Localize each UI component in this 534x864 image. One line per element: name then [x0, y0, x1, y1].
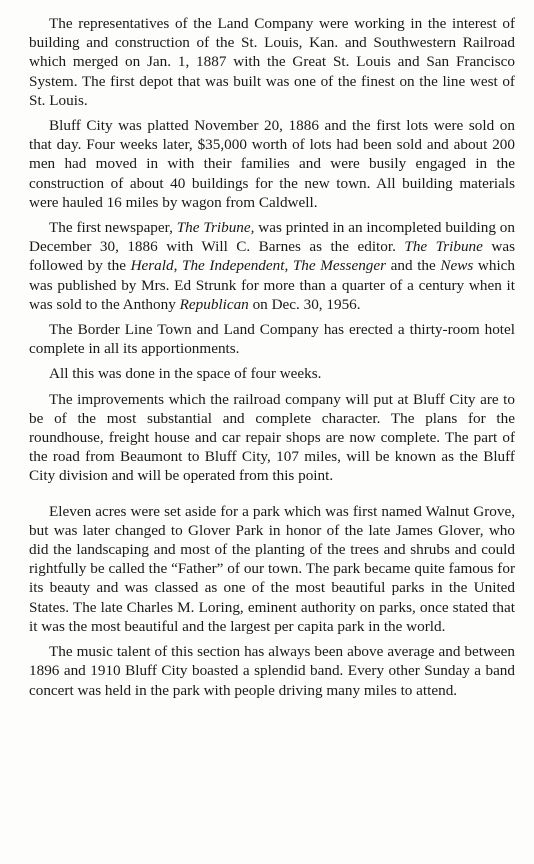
paragraph-text: The Border Line Town and Land Company has erected a thirty-room hotel complete in all its apportionments.: [29, 321, 515, 358]
paragraph-text: The representatives of the Land Company were working in the interest of building and construction of the St. Louis, Kan. and Southwestern Railroad which merged on Jan. 1, 1887 with the Great St. Louis and San Francisco System. The first depot that was built was one of the finest on the line west of St. Louis.: [29, 15, 515, 109]
italic-text: The Tribune,: [176, 219, 255, 237]
paragraph-text: The music talent of this section has always been above average and between 1896 and 1910 Bluff City boasted a splendid band. Every other Sunday a band concert was held in the park with people driving many miles to attend.: [29, 643, 515, 699]
paragraph: [29, 218, 515, 314]
paragraph-text: which was published by Mrs. Ed Strunk for more than a quarter of a century when it was sold to the Anthony: [29, 257, 516, 313]
paragraph: [29, 364, 515, 383]
paragraph-text: The improvements which the railroad company will put at Bluff City are to be of the most substantial and complete character. The plans for the roundhouse, freight house and car repair shops are now complete. The part of the road from Beaumont to Bluff City, 107 miles, will be known as the Bluff City division and will be operated from this point.: [29, 390, 515, 485]
italic-text: Republican: [179, 295, 249, 313]
body-text: [29, 14, 515, 706]
paragraph: [29, 14, 515, 110]
paragraph: [29, 320, 515, 358]
paragraph-text: was followed by the: [29, 238, 516, 275]
paragraph-text: All this was done in the space of four weeks.: [49, 365, 322, 383]
italic-text: News: [440, 257, 474, 275]
paragraph-text: was printed in an incompleted building on December 30, 1886 with Will C. Barnes as the editor.: [29, 219, 515, 256]
section-gap: [29, 492, 515, 502]
paragraph-text: Bluff City was platted November 20, 1886 and the first lots were sold on that day. Four weeks later, $35,000 worth of lots had been sold and about 200 men had moved in with their families and were busily engaged in the construction of about 40 buildings for the new town. All building materials were hauled 16 miles by wagon from Caldwell.: [29, 117, 515, 211]
italic-text: The Tribune: [404, 238, 483, 256]
paragraph-text: and the: [386, 257, 441, 275]
paragraph: [29, 390, 515, 486]
paragraph-text: The first newspaper,: [49, 219, 177, 237]
paragraph-text: on Dec. 30, 1956.: [248, 295, 361, 313]
italic-text: Herald, The Independent, The Messenger: [130, 257, 387, 275]
paragraph: [29, 502, 515, 636]
paragraph: [29, 642, 515, 700]
paragraph: [29, 116, 515, 212]
paragraph-text: Eleven acres were set aside for a park which was first named Walnut Grove, but was later changed to Glover Park in honor of the late James Glover, who did the landscaping and most of the planting of the trees and shrubs and could rightfully be called the “Father” of our town. The park became quite famous for its beauty and was classed as one of the most beautiful parks in the United States. The late Charles M. Loring, eminent authority on parks, once stated that it was the most beautiful and the largest per capita park in the world.: [29, 502, 515, 635]
